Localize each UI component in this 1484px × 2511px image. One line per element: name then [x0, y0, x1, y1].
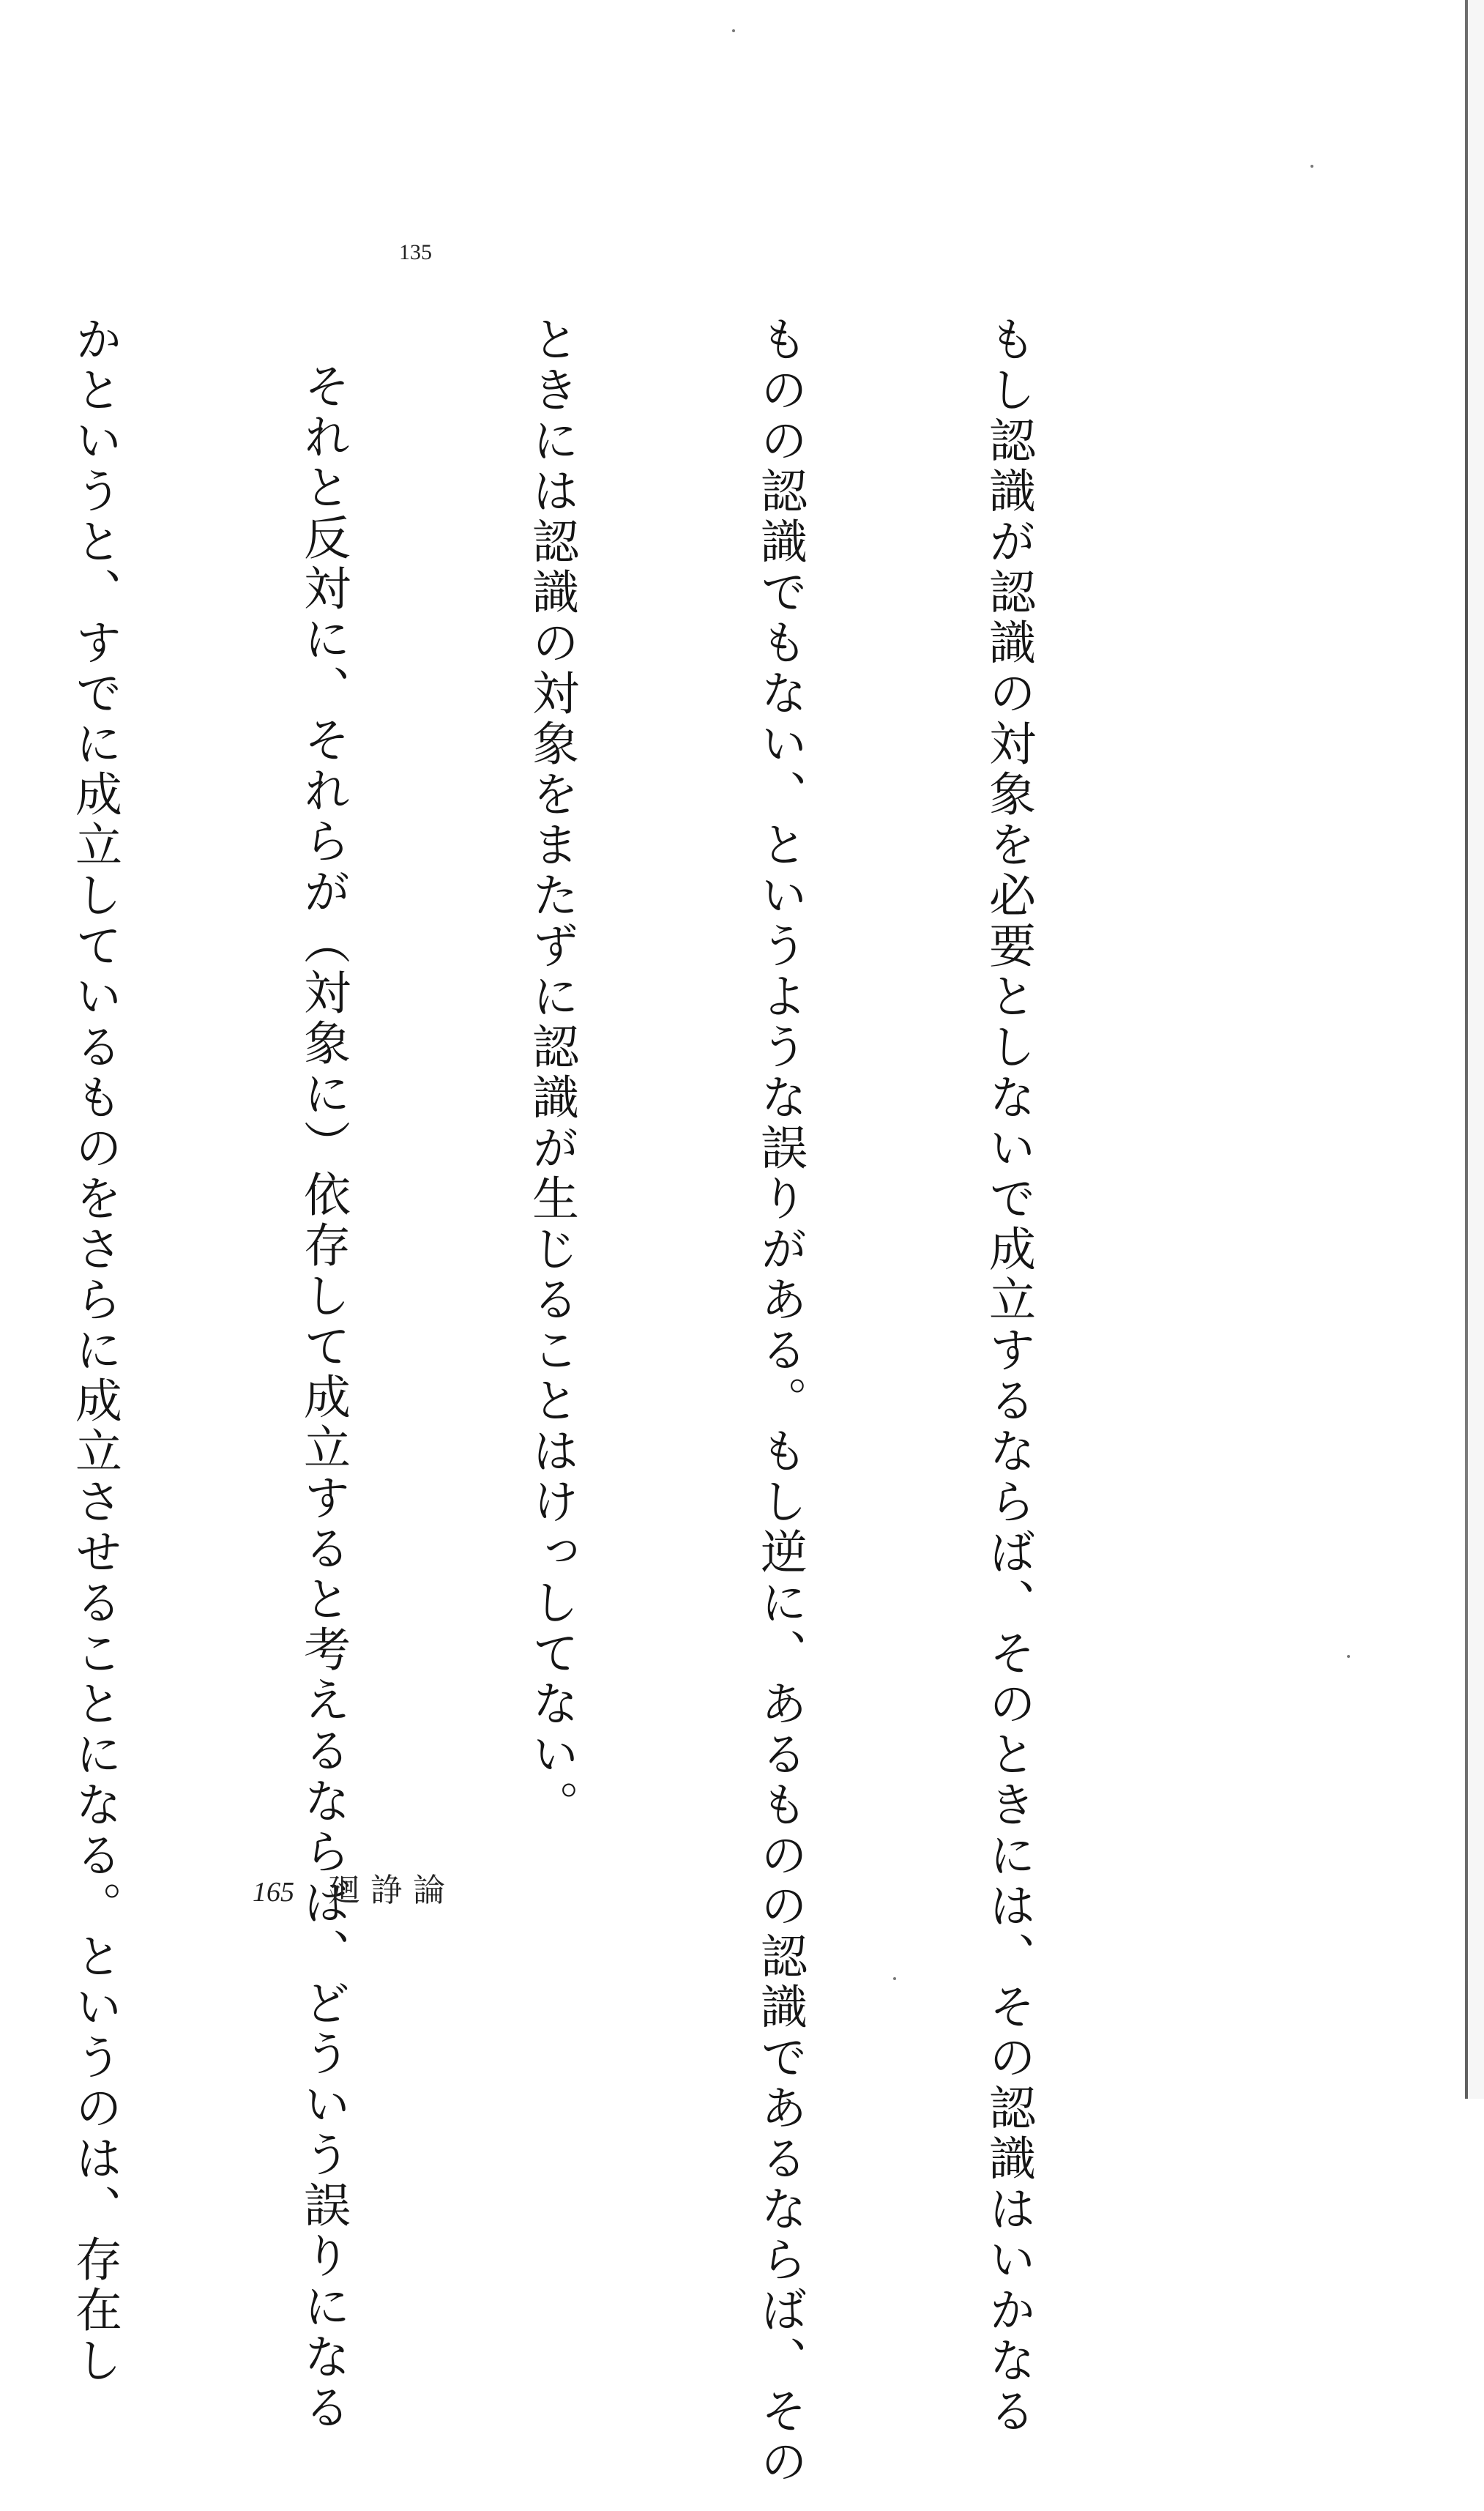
- text-column: それと反対に、それらが（対象に）依存して成立すると考えるならば、どういう誤りになる: [296, 362, 350, 2433]
- footer-running-title: 廻諍論: [328, 1872, 455, 1909]
- page-edge-shadow: [1468, 0, 1484, 2099]
- scan-speck: [893, 1977, 896, 1980]
- scan-speck: [1347, 1655, 1350, 1658]
- scan-speck: [1310, 165, 1313, 168]
- footer-page-number: 165: [253, 1877, 294, 1908]
- text-column: もし認識が認識の対象を必要としないで成立するならば、そのときには、その認識はいかなる: [981, 315, 1035, 2437]
- text-column: ものの認識でもない、というような誤りがある。もし逆に、あるものの認識であるならば、その: [753, 315, 807, 2488]
- text-column: かというと、すでに成立しているものをさらに成立させることになる。というのは、存在し: [67, 315, 122, 2387]
- scan-speck: [732, 29, 735, 32]
- page-number-top: 135: [399, 240, 432, 264]
- page-footer: [253, 1864, 455, 1911]
- text-column: ときには認識の対象をまたずに認識が生じることはけっしてない。: [524, 315, 578, 1831]
- page-edge-line: [1465, 0, 1468, 2099]
